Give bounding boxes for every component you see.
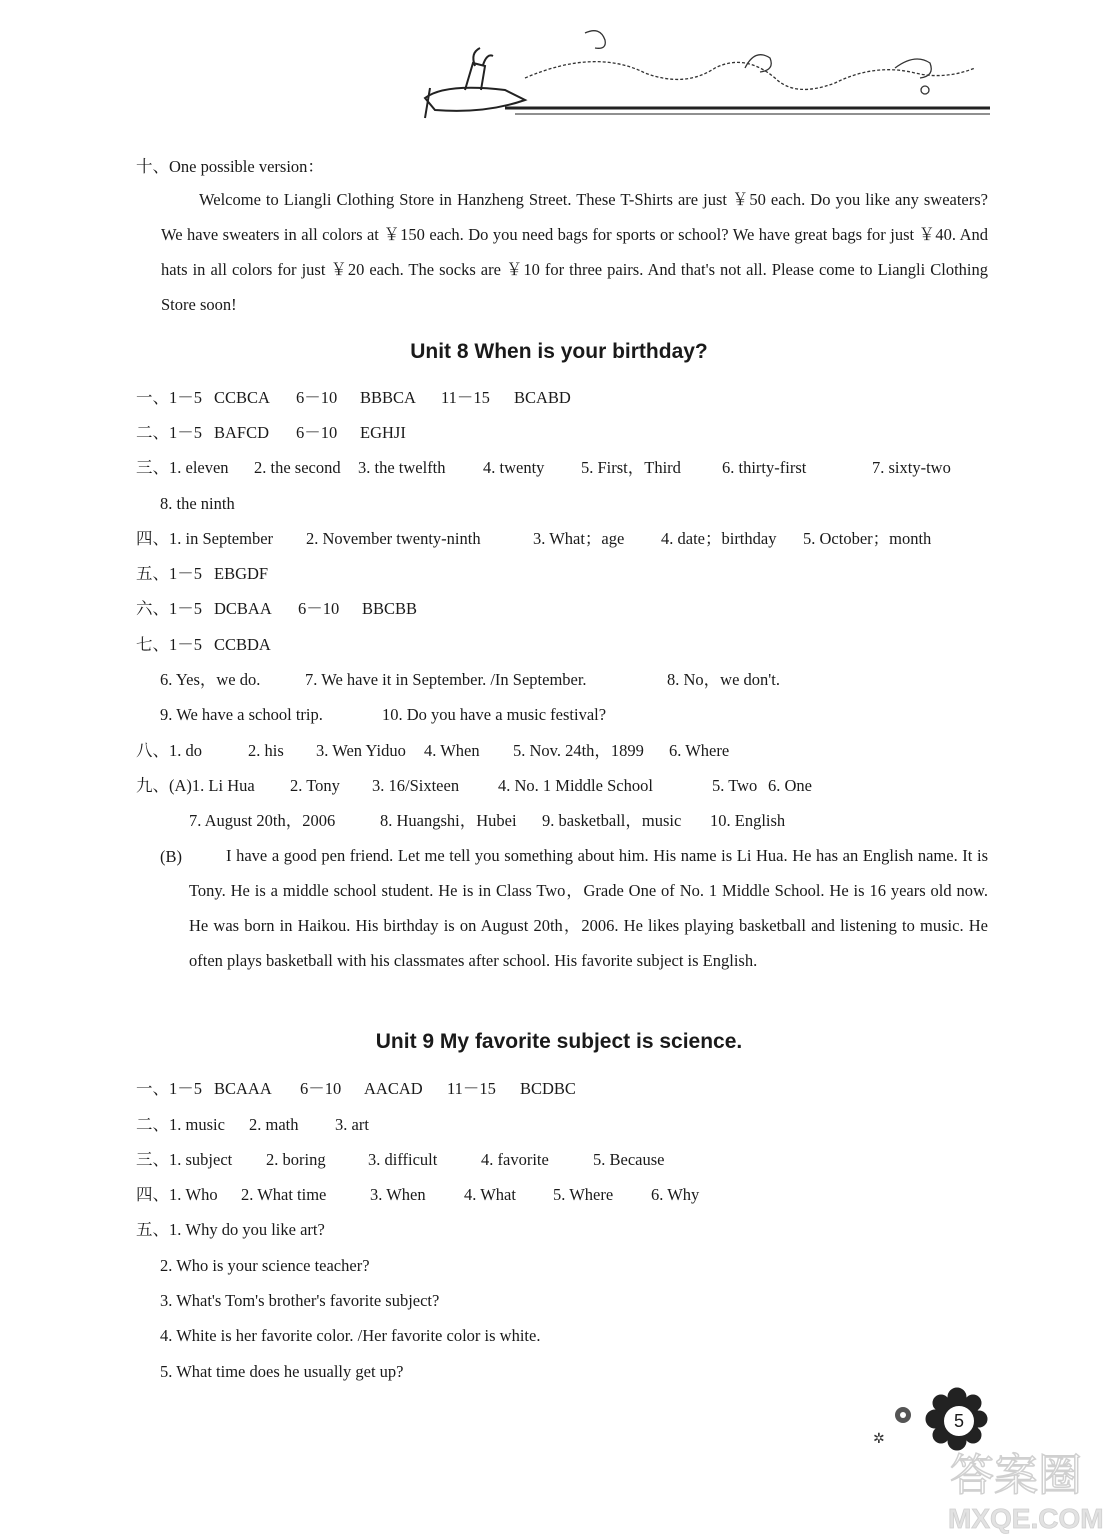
unit8-s9: 九、(A)1. Li Hua 2. Tony 3. 16/Sixteen 4. No. 1 Middle School 5. Two 6. One (136, 776, 812, 795)
unit8-s7c: 9. We have a school trip. 10. Do you have a music festival? (160, 705, 607, 724)
essay-text: Welcome to Liangli Clothing Store in Hanzheng Street. These T-Shirts are just ￥50 each. Do you like any sweaters? We have sweaters in all colors at ￥150 each. Do you need bags for sports or school? We have great bags for just ￥40. And hats in all colors for just ￥20 each. The socks are ￥10 for three pairs. And that's not all. Please come to Liangli Clothing Store soon! (161, 190, 988, 314)
unit8-s7: 七、1－5 CCBDA (136, 635, 271, 654)
unit8-s9c-text: I have a good pen friend. Let me tell you something about him. His name is Li Hua. He has an English name. It is Tony. He is a middle school student. He is in Class Two，Grade One of No. 1 Middle School. He is 16 years old now. He was born in Haikou. His birthday is on August 20th，2006. He likes playing basketball and listening to music. He often plays basketball with his classmates after school. His favorite subject is English. (189, 846, 988, 970)
unit9-s5-item1: 五、1. Why do you like art? (136, 1220, 325, 1239)
unit8-s3: 三、1. eleven 2. the second 3. the twelfth 4. twenty 5. First，Third 6. thirty-first 7. sixty-two (136, 458, 951, 477)
page-number: 5 (942, 1404, 976, 1438)
swirl-ornament (525, 62, 975, 90)
unit9-s2: 二、1. music 2. math 3. art (136, 1115, 369, 1134)
unit9-s1: 一、1－5 BCAAA 6－10 AACAD 11－15 BCDBC (136, 1079, 576, 1098)
watermark-top-text: 答案圈 (950, 1450, 1082, 1501)
unit8-s6: 六、1－5 DCBAA 6－10 BBCBB (136, 599, 418, 618)
unit8-s5: 五、1－5 EBGDF (136, 564, 269, 583)
header-decoration (415, 28, 990, 123)
unit8-s9c-label: (B) (160, 847, 182, 866)
unit8-title: Unit 8 When is your birthday? (410, 340, 708, 363)
unit8-s9b: 7. August 20th，2006 8. Huangshi，Hubei 9. basketball，music 10. English (189, 811, 786, 830)
unit9-s5-item2: 2. Who is your science teacher? (160, 1256, 370, 1275)
essay-heading: 十、One possible version： (136, 157, 324, 176)
unit8-s3b: 8. the ninth (160, 494, 235, 513)
unit8-s7b: 6. Yes，we do. 7. We have it in September. /In September. 8. No，we don't. (160, 670, 780, 689)
unit9-s4: 四、1. Who 2. What time 3. When 4. What 5. Where 6. Why (136, 1185, 700, 1204)
unit8-s2: 二、1－5 BAFCD 6－10 EGHJI (136, 423, 406, 442)
watermark-logo (940, 1440, 1115, 1535)
star-icon: ✲ (873, 1431, 885, 1447)
unit8-s1: 一、1－5 CCBCA 6－10 BBBCA 11－15 BCABD (136, 388, 571, 407)
small-flower-icon (895, 1407, 911, 1423)
watermark-bottom-text: MXQE.COM (948, 1503, 1104, 1534)
unit9-title: Unit 9 My favorite subject is science. (375, 1030, 743, 1053)
unit9-s5-item4: 4. White is her favorite color. /Her favorite color is white. (160, 1326, 541, 1345)
unit9-s5-item5: 5. What time does he usually get up? (160, 1362, 404, 1381)
unit9-s5-item3: 3. What's Tom's brother's favorite subject? (160, 1291, 440, 1310)
unit8-s8: 八、1. do 2. his 3. Wen Yiduo 4. When 5. Nov. 24th，1899 6. Where (136, 741, 730, 760)
unit8-s4: 四、1. in September 2. November twenty-ninth 3. What；age 4. date；birthday 5. October；month (136, 529, 932, 548)
unit9-s3: 三、1. subject 2. boring 3. difficult 4. favorite 5. Because (136, 1150, 665, 1169)
